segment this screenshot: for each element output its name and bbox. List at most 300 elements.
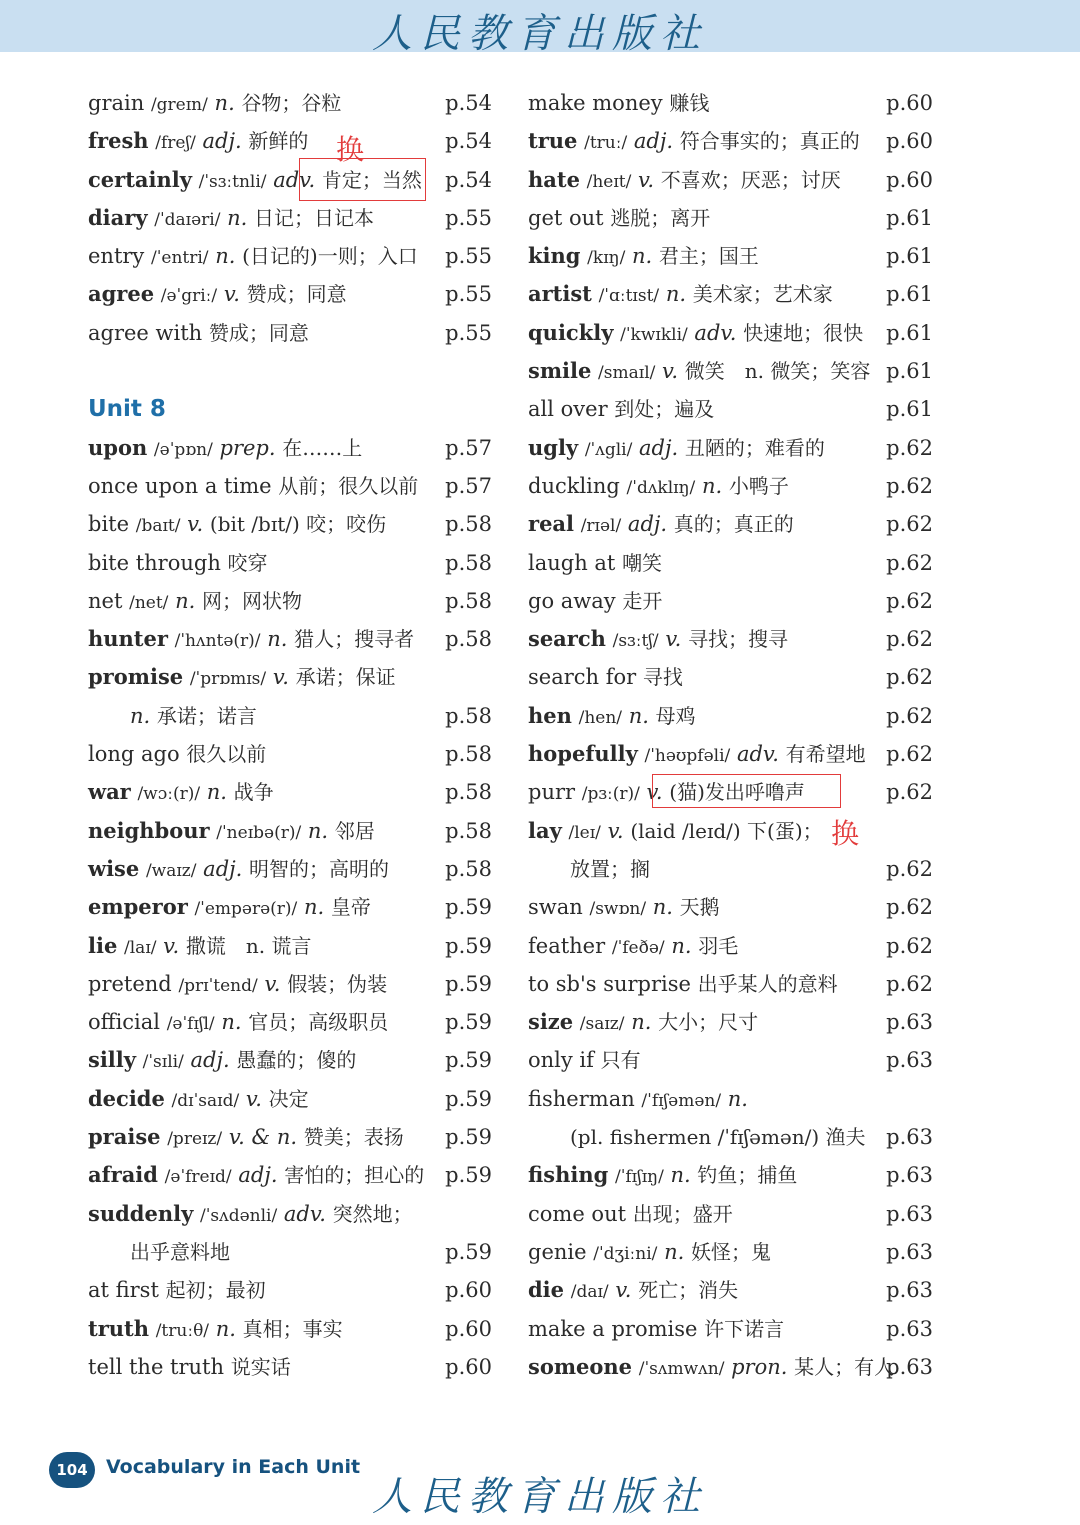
- page-ref: p.63: [886, 1163, 933, 1188]
- vocab-entry-row: [88, 429, 492, 467]
- headword: get out: [528, 205, 604, 230]
- phonetic: /ˈsʌmwʌn/: [638, 1358, 725, 1379]
- page-ref: p.62: [886, 512, 933, 537]
- vocab-entry-row: [528, 1310, 933, 1348]
- meaning: 很久以前: [186, 742, 267, 767]
- vocab-entry-row: [88, 965, 492, 1003]
- headword: feather: [528, 933, 606, 958]
- phonetic: /swɒn/: [589, 899, 647, 920]
- phonetic: /ˈhəʊpfəli/: [644, 746, 731, 767]
- page-ref: p.63: [886, 1125, 933, 1150]
- phonetic: /heɪt/: [586, 171, 632, 192]
- meaning: 走开: [622, 588, 663, 613]
- vocab-entry-row: [528, 429, 933, 467]
- vocab-entry: [528, 735, 866, 775]
- part-of-speech: v.: [223, 282, 240, 307]
- meaning: 到处；遍及: [614, 397, 715, 422]
- meaning: 明智的；高明的: [249, 856, 390, 881]
- part-of-speech: adj.: [627, 512, 668, 537]
- phonetic: /rɪəl/: [580, 516, 622, 537]
- vocab-entry: [528, 467, 789, 507]
- headword: hunter: [88, 626, 168, 652]
- vocab-entry: [528, 84, 709, 122]
- phonetic: /hen/: [578, 707, 623, 728]
- vocab-entry: [528, 314, 863, 354]
- part-of-speech: n.: [727, 1086, 748, 1111]
- part-of-speech: v.: [662, 359, 679, 384]
- phonetic: /baɪt/: [135, 516, 181, 537]
- headword: genie: [528, 1239, 587, 1264]
- headword: fresh: [88, 128, 149, 154]
- meaning: (日记的)一则；入口: [242, 244, 418, 269]
- spacer-row: [88, 352, 492, 390]
- headword: long ago: [88, 742, 180, 767]
- meaning: (bit /bɪt/) 咬；咬伤: [209, 512, 387, 537]
- headword: afraid: [88, 1162, 158, 1188]
- vocab-entry: [528, 390, 714, 428]
- part-of-speech: adj.: [633, 129, 674, 154]
- vocab-entry-row: [88, 735, 492, 773]
- headword: quickly: [528, 319, 614, 345]
- page-ref: p.63: [886, 1048, 933, 1073]
- headword: at first: [88, 1278, 159, 1303]
- meaning: 嘲笑: [622, 550, 663, 575]
- vocab-entry: [528, 275, 833, 315]
- page-ref: p.61: [886, 320, 933, 345]
- headword: someone: [528, 1353, 633, 1379]
- part-of-speech: n.: [628, 703, 649, 728]
- part-of-speech: n.: [664, 1239, 685, 1264]
- vocab-entry: [88, 582, 302, 622]
- page-ref: p.60: [445, 1316, 492, 1341]
- headword: once upon a time: [88, 473, 272, 498]
- meaning: 死亡；消失: [638, 1278, 739, 1303]
- part-of-speech: n.: [227, 205, 248, 230]
- vocab-entry-row: [528, 582, 933, 620]
- part-of-speech: n.: [665, 282, 687, 307]
- page-ref: p.54: [445, 91, 492, 115]
- part-of-speech: v.: [187, 512, 204, 537]
- phonetic: /ˈentri/: [150, 248, 209, 269]
- part-of-speech: n.: [701, 473, 723, 498]
- page-ref: p.59: [445, 1086, 492, 1111]
- phonetic: /əˈfreɪd/: [164, 1167, 232, 1188]
- page-ref: p.59: [445, 971, 492, 996]
- part-of-speech: v.: [272, 665, 289, 690]
- part-of-speech: v.: [607, 818, 624, 843]
- meaning: (猫)发出呼噜声: [669, 780, 805, 805]
- meaning: 肯定；当然: [321, 167, 422, 192]
- page-ref: p.63: [886, 1239, 933, 1264]
- page-ref: p.63: [886, 1201, 933, 1226]
- part-of-speech: n.: [671, 933, 692, 958]
- page-ref: p.60: [886, 167, 933, 192]
- meaning: 放置；搁: [570, 856, 650, 881]
- meaning: 赞美；表扬: [303, 1125, 404, 1150]
- part-of-speech: n.: [670, 1163, 691, 1188]
- headword: swan: [528, 895, 583, 920]
- meaning: 妖怪；鬼: [690, 1239, 771, 1264]
- meaning: 在……上: [282, 435, 363, 460]
- headword: come out: [528, 1201, 627, 1226]
- page-ref: p.61: [886, 282, 933, 307]
- part-of-speech: prep.: [219, 435, 276, 460]
- phonetic: /ˈfɪʃɪŋ/: [614, 1167, 664, 1188]
- vocab-entry: [528, 429, 825, 469]
- meaning: 只有: [600, 1048, 641, 1073]
- meaning: 出乎某人的意料: [697, 971, 838, 996]
- meaning: 害怕的；担心的: [284, 1163, 425, 1188]
- headword: emperor: [88, 894, 188, 920]
- page-ref: p.55: [445, 244, 492, 269]
- vocab-entry-row: [528, 390, 933, 428]
- meaning: 符合事实的；真正的: [679, 129, 860, 154]
- vocab-entry-row: [528, 199, 933, 237]
- vocab-entry: [88, 1003, 388, 1043]
- part-of-speech: adj.: [190, 1048, 230, 1073]
- vocab-entry: [570, 1118, 866, 1156]
- part-of-speech: n.: [267, 627, 288, 652]
- phonetic: /leɪ/: [568, 822, 601, 843]
- meaning: 从前；很久以前: [278, 473, 419, 498]
- vocab-entry: [528, 544, 662, 582]
- meaning: 官员；高级职员: [248, 1010, 389, 1035]
- part-of-speech: n.: [206, 780, 227, 805]
- phonetic: /truː/: [584, 133, 628, 154]
- headword: entry: [88, 244, 145, 269]
- phonetic: /ˈsʌdənli/: [199, 1205, 278, 1226]
- page-ref: p.63: [886, 1278, 933, 1303]
- vocab-entry: [88, 1348, 291, 1386]
- part-of-speech: v.: [665, 627, 682, 652]
- vocab-entry-row: [528, 1271, 933, 1309]
- headword: make money: [528, 91, 663, 115]
- page-ref: p.59: [445, 895, 492, 920]
- phonetic: /daɪ/: [570, 1282, 609, 1303]
- vocab-entry: [570, 850, 650, 888]
- headword: bite through: [88, 550, 221, 575]
- vocab-entry: [528, 1233, 771, 1273]
- vocab-entry: [88, 1080, 309, 1120]
- page-ref: p.60: [886, 129, 933, 154]
- headword: truth: [88, 1315, 150, 1341]
- headword: tell the truth: [88, 1354, 225, 1379]
- headword: upon: [88, 434, 148, 460]
- meaning: 微笑 n. 微笑；笑容: [684, 359, 871, 384]
- page-ref: p.62: [886, 742, 933, 767]
- vocab-entry: [528, 927, 738, 967]
- vocab-entry-row: [88, 1080, 492, 1118]
- vocab-entry-row: [88, 84, 492, 122]
- part-of-speech: pron.: [731, 1354, 788, 1379]
- annotation-box-purr: [652, 774, 841, 808]
- vocab-entry: [88, 467, 418, 505]
- footer-title: Vocabulary in Each Unit: [106, 1456, 361, 1478]
- headword: lie: [88, 932, 118, 958]
- vocab-entry: [528, 352, 870, 392]
- meaning: 真相；事实: [242, 1316, 343, 1341]
- part-of-speech: n.: [632, 244, 653, 269]
- vocab-entry-row: [528, 505, 933, 543]
- meaning: 出乎意料地: [130, 1239, 230, 1264]
- part-of-speech: n.: [221, 1010, 242, 1035]
- part-of-speech: n.: [175, 588, 196, 613]
- meaning: 起初；最初: [165, 1278, 266, 1303]
- annotation-box-certainly: [299, 158, 426, 201]
- part-of-speech: v.: [638, 167, 655, 192]
- vocab-entry: [528, 1156, 797, 1196]
- vocab-entry: [88, 237, 418, 277]
- vocab-entry-row: [88, 505, 492, 543]
- vocab-entry: [88, 1156, 424, 1196]
- vocab-entry-row: [528, 161, 933, 199]
- page-ref: p.55: [445, 320, 492, 345]
- vocab-entry: [88, 620, 414, 660]
- part-of-speech: adj.: [202, 129, 242, 154]
- vocab-entry: [88, 850, 389, 890]
- page-ref: p.59: [445, 1239, 492, 1264]
- meaning: 许下诺言: [704, 1316, 785, 1341]
- vocab-entry-row: [88, 658, 492, 696]
- vocab-entry: [88, 927, 312, 967]
- vocab-entry-row: [88, 697, 492, 735]
- vocab-entry: [88, 199, 374, 239]
- vocab-entry-row: [528, 275, 933, 313]
- meaning: 战争: [233, 780, 274, 805]
- vocab-entry: [88, 429, 362, 469]
- vocab-entry-row: [528, 544, 933, 582]
- meaning: 寻找；搜寻: [688, 627, 789, 652]
- phonetic: /ˈprɒmɪs/: [189, 669, 267, 690]
- phonetic: /ˈdʌklɪŋ/: [626, 477, 696, 498]
- vocab-entry-row: [528, 1156, 933, 1194]
- part-of-speech: adj.: [238, 1163, 278, 1188]
- headword: real: [528, 511, 575, 537]
- headword: hen: [528, 702, 572, 728]
- headword: laugh at: [528, 550, 616, 575]
- phonetic: /ˈɑːtɪst/: [598, 286, 660, 307]
- page-ref: p.61: [886, 359, 933, 384]
- part-of-speech: n.: [215, 244, 236, 269]
- meaning: 咬穿: [227, 550, 268, 575]
- headword: king: [528, 243, 581, 269]
- vocab-entry: [528, 1041, 641, 1079]
- phonetic: /kɪŋ/: [587, 248, 626, 269]
- vocab-entry-row: [88, 275, 492, 313]
- vocab-entry-row: [88, 1041, 492, 1079]
- headword: lay: [528, 817, 562, 843]
- phonetic: /ˈdaɪəri/: [154, 209, 221, 230]
- page-ref: p.58: [445, 703, 492, 728]
- headword: suddenly: [88, 1200, 194, 1226]
- vocab-entry: [88, 275, 347, 315]
- page-number-badge: 104: [49, 1452, 95, 1488]
- part-of-speech: adv.: [736, 742, 779, 767]
- page-ref: p.63: [886, 1354, 933, 1379]
- vocab-entry: [528, 1348, 894, 1388]
- vocab-entry-row: [88, 1348, 492, 1386]
- phonetic: /ˈʌgli/: [584, 439, 633, 460]
- page-ref: p.60: [445, 1278, 492, 1303]
- phonetic: /greɪn/: [150, 95, 208, 115]
- headword: pretend: [88, 971, 172, 996]
- headword: search: [528, 626, 606, 652]
- meaning: 网；网状物: [201, 588, 302, 613]
- meaning: 不喜欢；厌恶；讨厌: [660, 167, 841, 192]
- page-ref: p.63: [886, 1316, 933, 1341]
- vocab-entry: [528, 965, 838, 1003]
- headword: go away: [528, 588, 616, 613]
- vocab-entry: [88, 1118, 404, 1158]
- part-of-speech: n.: [215, 1316, 236, 1341]
- meaning: 母鸡: [655, 703, 696, 728]
- meaning: 逃脱；离开: [610, 205, 711, 230]
- vocab-entry: [528, 1271, 738, 1311]
- phonetic: /ˈneɪbə(r)/: [216, 822, 302, 843]
- unit-heading-text: Unit 8: [88, 396, 166, 423]
- headword: agree: [88, 281, 155, 307]
- vocab-entry-row: [528, 1195, 933, 1233]
- phonetic: /pɜː(r)/: [581, 784, 640, 805]
- page-ref: p.62: [886, 435, 933, 460]
- phonetic: /dɪˈsaɪd/: [171, 1090, 240, 1111]
- phonetic: /ˈempərə(r)/: [194, 899, 298, 920]
- headword: silly: [88, 1047, 136, 1073]
- page-ref: p.62: [886, 550, 933, 575]
- page-ref: p.62: [886, 627, 933, 652]
- page-ref: p.62: [886, 780, 933, 805]
- right-vocab-column: [528, 84, 933, 1386]
- headword: hopefully: [528, 741, 638, 767]
- vocab-entry: [88, 773, 274, 813]
- vocab-entry: [88, 735, 266, 773]
- meaning: 谷物；谷粒: [241, 91, 342, 115]
- page-ref: p.58: [445, 780, 492, 805]
- vocab-entry: [88, 888, 371, 928]
- vocab-entry: [88, 1041, 356, 1081]
- phonetic: /əˈpɒn/: [153, 439, 213, 460]
- vocab-entry: [528, 888, 720, 928]
- meaning: 大小；尺寸: [658, 1010, 759, 1035]
- vocab-entry-row: [88, 237, 492, 275]
- headword: all over: [528, 397, 608, 422]
- vocab-entry-row: [88, 199, 492, 237]
- phonetic: /laɪ/: [124, 937, 157, 958]
- vocab-entry-row: [88, 1233, 492, 1271]
- headword: promise: [88, 664, 184, 690]
- vocab-entry-row: [88, 620, 492, 658]
- meaning: 赞成；同意: [246, 282, 347, 307]
- part-of-speech: adv.: [694, 320, 737, 345]
- vocab-entry-row: [528, 352, 933, 390]
- vocab-entry: [88, 84, 341, 124]
- phonetic: /əˈfɪʃl/: [166, 1014, 215, 1035]
- page-ref: p.62: [886, 933, 933, 958]
- page-ref: p.58: [445, 742, 492, 767]
- vocab-entry: [88, 505, 386, 545]
- phonetic: /net/: [129, 592, 169, 613]
- headword: decide: [88, 1085, 165, 1111]
- phonetic: /sɜːtʃ/: [612, 631, 659, 652]
- page-ref: p.62: [886, 856, 933, 881]
- headword: only if: [528, 1048, 594, 1073]
- page-ref: p.54: [445, 167, 492, 192]
- headword: fisherman: [528, 1086, 635, 1111]
- part-of-speech: v. & n.: [228, 1125, 298, 1150]
- vocab-entry-row: [88, 1310, 492, 1348]
- part-of-speech: v.: [646, 780, 663, 805]
- meaning: 皇帝: [330, 895, 371, 920]
- headword: bite: [88, 512, 130, 537]
- vocab-entry-row: [528, 467, 933, 505]
- page-ref: p.61: [886, 205, 933, 230]
- meaning: 说实话: [230, 1354, 291, 1379]
- vocab-entry-row: [528, 237, 933, 275]
- page-ref: p.62: [886, 971, 933, 996]
- vocab-entry-row: [528, 927, 933, 965]
- vocab-entry-row: [528, 122, 933, 160]
- meaning: 某人；有人: [794, 1354, 895, 1379]
- vocab-entry-row: [528, 1233, 933, 1271]
- phonetic: /ˈsɪli/: [142, 1052, 184, 1073]
- page-ref: p.62: [886, 703, 933, 728]
- left-vocab-column: [88, 84, 492, 1386]
- headword: purr: [528, 780, 576, 805]
- part-of-speech: n.: [214, 91, 235, 115]
- page-ref: p.61: [886, 244, 933, 269]
- page-ref: p.57: [445, 473, 492, 498]
- meaning: 君主；国王: [658, 244, 759, 269]
- page-ref: p.61: [886, 397, 933, 422]
- page-ref: p.58: [445, 512, 492, 537]
- vocab-entry-row: [528, 1041, 933, 1079]
- vocab-entry-row: [88, 812, 492, 850]
- vocab-entry-row: [528, 697, 933, 735]
- phonetic: /ˈfeðə/: [611, 937, 665, 958]
- phonetic: /ˈhʌntə(r)/: [174, 631, 261, 652]
- vocab-entry: [88, 812, 375, 852]
- headword: ugly: [528, 434, 579, 460]
- page-ref: p.59: [445, 1048, 492, 1073]
- headword: praise: [88, 1124, 161, 1150]
- page-ref: p.58: [445, 550, 492, 575]
- page-ref: p.59: [445, 1010, 492, 1035]
- page-ref: p.59: [445, 1125, 492, 1150]
- headword: true: [528, 128, 578, 154]
- meaning: 猎人；搜寻者: [294, 627, 415, 652]
- headword: smile: [528, 358, 592, 384]
- vocab-entry-row: [88, 314, 492, 352]
- vocab-entry: [528, 620, 788, 660]
- meaning: 赚钱: [669, 91, 710, 115]
- headword: duckling: [528, 473, 620, 498]
- vocab-entry-row: [88, 1156, 492, 1194]
- vocab-entry: [88, 1195, 413, 1235]
- meaning: 小鸭子: [728, 473, 789, 498]
- part-of-speech: v.: [264, 971, 281, 996]
- phonetic: /ˈkwɪkli/: [620, 324, 688, 345]
- meaning: 美术家；艺术家: [692, 282, 833, 307]
- vocab-entry: [528, 505, 794, 545]
- vocab-entry-row: [528, 812, 933, 850]
- part-of-speech: adv.: [273, 167, 316, 192]
- annotation-mark-lay: 换: [831, 817, 860, 850]
- vocab-entry-row: [528, 658, 933, 696]
- page-ref: p.59: [445, 1163, 492, 1188]
- vocab-entry: [130, 697, 257, 735]
- vocab-entry: [528, 237, 759, 277]
- headword: search for: [528, 665, 637, 690]
